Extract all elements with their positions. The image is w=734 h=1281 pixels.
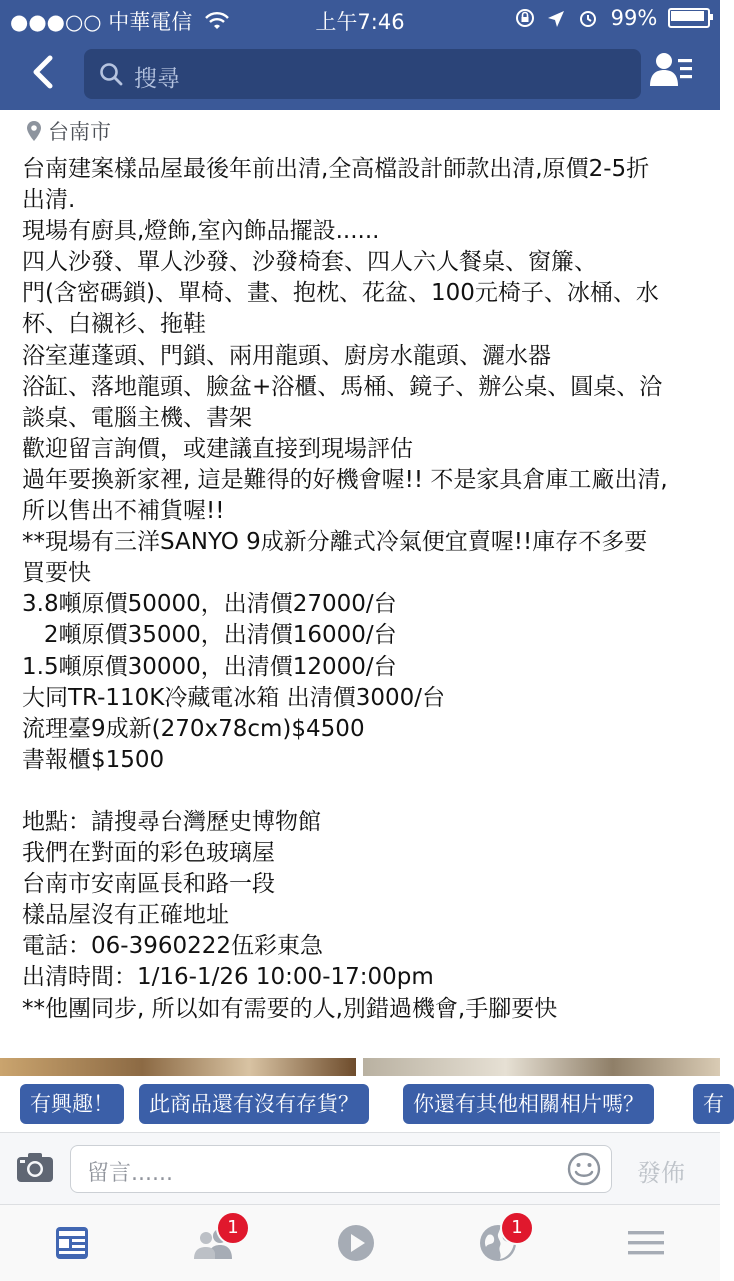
- tab-notifications[interactable]: [476, 1217, 523, 1265]
- post-line: 浴室蓮蓬頭、門鎖、兩用龍頭、廚房水龍頭、灑水器: [22, 342, 551, 369]
- post-line: 談桌、電腦主機、書架: [22, 404, 252, 431]
- post-line: 樣品屋沒有正確地址: [22, 902, 229, 929]
- post-photo[interactable]: [0, 1058, 356, 1076]
- post-line: 電話：06-3960222伍彩東急: [22, 933, 323, 960]
- status-bar: [0, 0, 720, 36]
- post-line: 台南建案樣品屋最後年前出清,全高檔設計師款出清,原價2-5折: [22, 156, 650, 182]
- smiley-icon: [567, 1152, 601, 1186]
- post-line: 2噸原價35000，出清價16000/台: [22, 622, 397, 649]
- friend-list-icon: [650, 50, 694, 90]
- hamburger-menu-icon: [624, 1221, 668, 1265]
- battery-percent: 99%: [610, 6, 658, 30]
- emoji-button[interactable]: [567, 1152, 601, 1190]
- location-pin-icon: [26, 120, 42, 142]
- post-line: 歡迎留言詢價，或建議直接到現場評估: [22, 435, 413, 462]
- post-line: 出清時間：1/16-1/26 10:00-17:00pm: [22, 964, 434, 991]
- post-photos: [0, 1058, 720, 1076]
- clock-time: 上午7:46: [315, 10, 405, 34]
- tab-video[interactable]: [334, 1221, 378, 1265]
- post-line: 過年要換新家裡, 這是難得的好機會喔!! 不是家具倉庫工廠出清,: [22, 466, 668, 493]
- friends-badge: 1: [216, 1211, 250, 1245]
- location-arrow-icon: [547, 10, 565, 28]
- tab-news-feed[interactable]: [50, 1221, 94, 1265]
- notifications-badge: 1: [500, 1211, 534, 1245]
- post-line: 出清.: [22, 187, 76, 214]
- search-placeholder: 搜尋: [134, 66, 180, 92]
- search-icon: [98, 61, 124, 87]
- post-line: 門(含密碼鎖)、單椅、畫、抱枕、花盆、100元椅子、冰桶、水: [22, 280, 659, 307]
- news-feed-icon: [50, 1221, 94, 1265]
- post-line: 流理臺9成新(270x78cm)$4500: [22, 715, 365, 742]
- top-nav-bar: [0, 36, 720, 110]
- rotation-lock-icon: [515, 8, 535, 28]
- tab-menu[interactable]: [624, 1221, 668, 1265]
- post-line: 四人沙發、單人沙發、沙發椅套、四人六人餐桌、窗簾、: [22, 249, 597, 276]
- search-input[interactable]: [84, 49, 641, 99]
- camera-icon: [16, 1151, 54, 1183]
- bottom-tab-bar: [0, 1204, 720, 1281]
- location-label: 台南市: [48, 120, 111, 144]
- tab-friend-requests[interactable]: [192, 1217, 239, 1265]
- post-line: 浴缸、落地龍頭、臉盆+浴櫃、馬桶、鏡子、辦公桌、圓桌、洽: [22, 373, 663, 400]
- post-line: 大同TR-110K冷藏電冰箱 出清價3000/台: [22, 684, 445, 711]
- friend-requests-button[interactable]: [650, 50, 694, 94]
- post-location[interactable]: [26, 116, 111, 146]
- post-line: 杯、白襯衫、拖鞋: [22, 311, 206, 338]
- post-body: [22, 154, 704, 1025]
- post-blank-line: [22, 776, 704, 807]
- quick-reply-interested[interactable]: 有興趣！: [20, 1084, 124, 1124]
- post-line: 所以售出不補貨喔!!: [22, 498, 225, 525]
- post-line: **現場有三洋SANYO 9成新分離式冷氣便宜賣喔!!庫存不多要: [22, 529, 648, 556]
- alarm-icon: [578, 8, 598, 28]
- post-photo[interactable]: [363, 1058, 720, 1076]
- quick-reply-in-stock[interactable]: 此商品還有沒有存貨？: [139, 1084, 369, 1124]
- post-line: 1.5噸原價30000，出清價12000/台: [22, 653, 397, 680]
- post-line: 現場有廚具,燈飾,室內飾品擺設......: [22, 218, 380, 245]
- post-line: 3.8噸原價50000，出清價27000/台: [22, 591, 397, 618]
- back-button[interactable]: [24, 52, 64, 92]
- post-line: 台南市安南區長和路一段: [22, 871, 275, 898]
- post-comment-button[interactable]: 發佈: [637, 1159, 685, 1187]
- quick-reply-bar: [0, 1076, 724, 1132]
- post-line: 我們在對面的彩色玻璃屋: [22, 840, 275, 867]
- post-line: 地點：請搜尋台灣歷史博物館: [22, 808, 321, 835]
- quick-reply-more-photos[interactable]: 你還有其他相關相片嗎？: [403, 1084, 654, 1124]
- post-line: 書報櫃$1500: [22, 746, 165, 773]
- chevron-left-icon: [24, 52, 64, 92]
- post-line: **他團同步, 所以如有需要的人,別錯過機會,手腳要快: [22, 995, 558, 1022]
- comment-input[interactable]: [70, 1145, 612, 1193]
- carrier-text: ●●●○○ 中華電信: [10, 10, 193, 34]
- comment-bar: [0, 1132, 720, 1205]
- comment-placeholder: 留言......: [87, 1161, 173, 1186]
- play-icon: [334, 1221, 378, 1265]
- quick-reply-partial[interactable]: 有: [693, 1084, 734, 1124]
- post-line: 買要快: [22, 560, 91, 587]
- battery-icon: [668, 8, 710, 28]
- camera-button[interactable]: [16, 1151, 54, 1187]
- status-right: [515, 6, 710, 30]
